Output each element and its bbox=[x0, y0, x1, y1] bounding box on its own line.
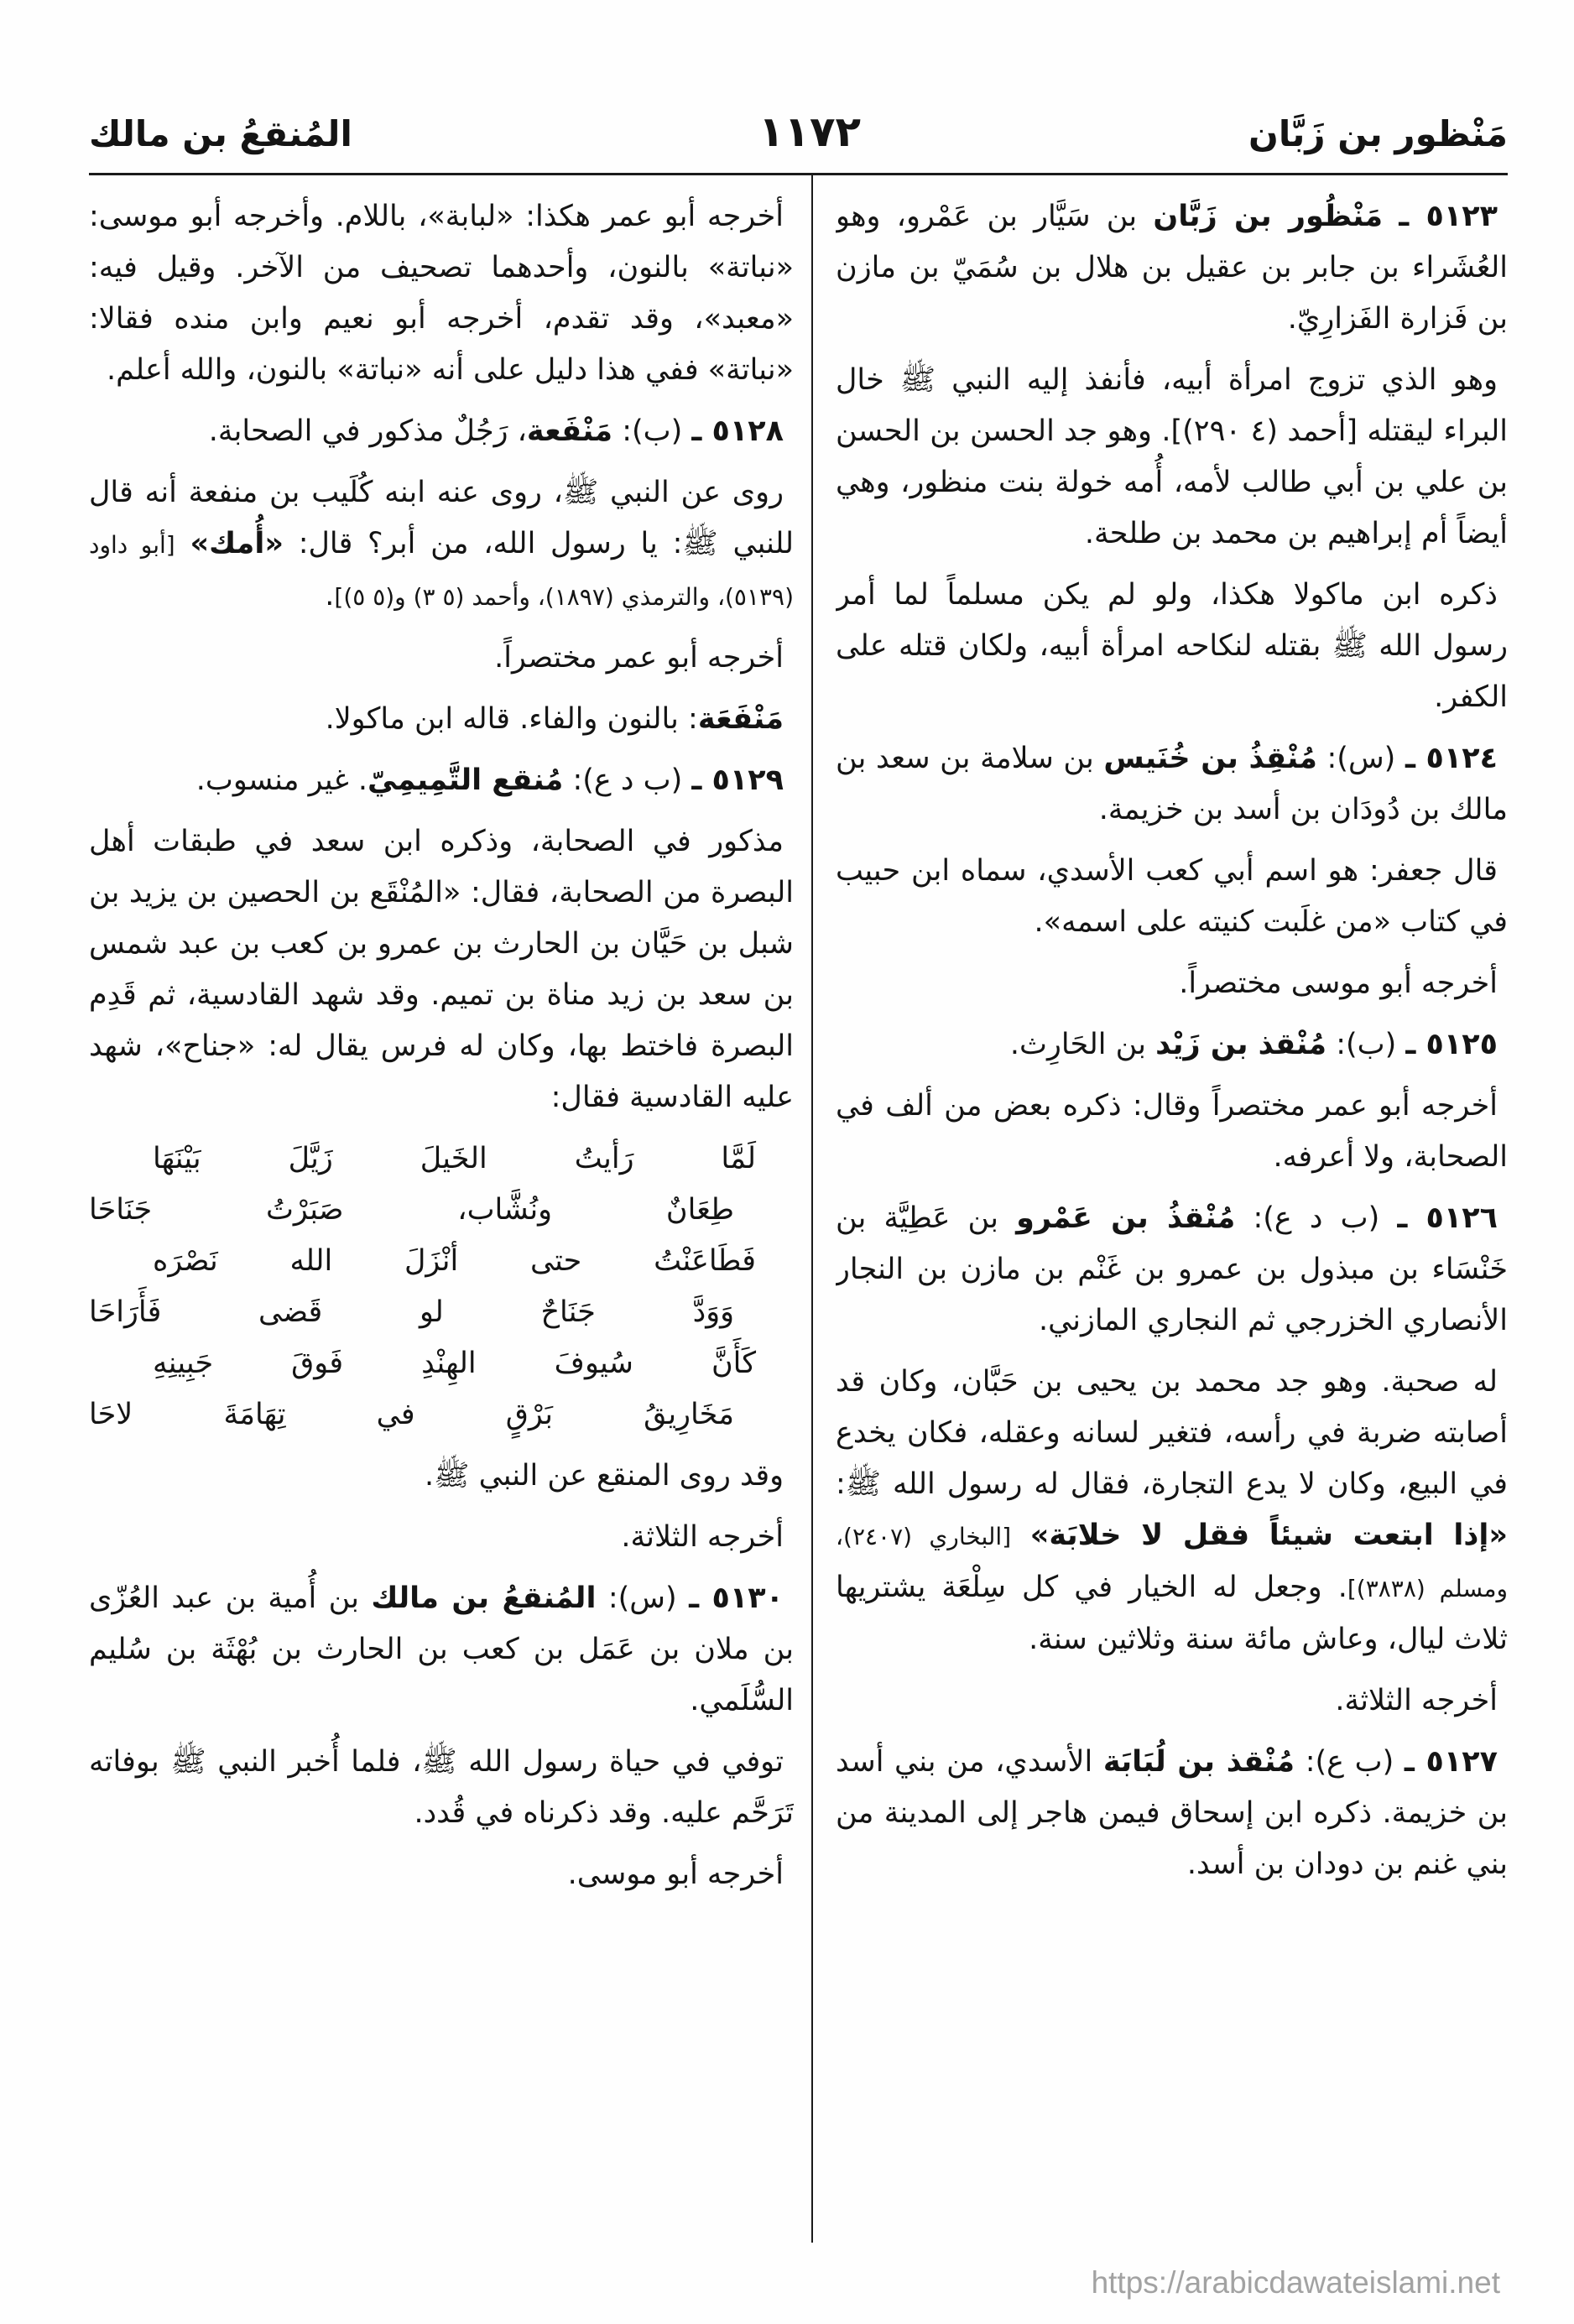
entry-name: مُنقع التَّمِيمِيّ bbox=[367, 763, 564, 797]
entry-number: ٥١٢٩ ـ bbox=[691, 763, 784, 797]
watermark-url: https://arabicdawateislami.net bbox=[1091, 2265, 1500, 2300]
paragraph: أخرجه الثلاثة. bbox=[621, 1520, 784, 1554]
entry-number: ٥١٣٠ ـ bbox=[689, 1581, 784, 1615]
paragraph bbox=[836, 1357, 1508, 1665]
entry-text: بن الحَارِث. bbox=[1009, 1028, 1156, 1061]
column-divider bbox=[811, 175, 813, 2243]
defined-term: مَنْفَعَة bbox=[697, 702, 784, 736]
paragraph-text: . وجعل له الخيار في كل سِلْعَة يشتريها ثلاث ليال، وعاش مائة سنة وثلاثين سنة. bbox=[836, 1571, 1508, 1656]
hadith-quote: «أُمك» bbox=[190, 527, 284, 560]
entry-5125 bbox=[836, 1019, 1508, 1071]
entry-text: بن أُمية بن عبد العُزّى بن ملان بن عَمَل بن كعب بن الحارث بن بُهْثَة بن سُليم السُّلَمي. bbox=[89, 1581, 794, 1717]
entry-name: مُنْقذ بن لُبَابَة bbox=[1102, 1745, 1295, 1779]
paragraph: أخرجه أبو عمر مختصراً. bbox=[494, 641, 784, 675]
entry-name: المُنقعُ بن مالك bbox=[371, 1581, 597, 1615]
paragraph-text: . bbox=[325, 579, 335, 612]
entry-code: (ب): bbox=[1336, 1028, 1397, 1061]
entry-name: مُنْقِذُ بن خُنَيس bbox=[1103, 742, 1317, 775]
paragraph: قال جعفر: هو اسم أبي كعب الأسدي، سماه ابن حبيب في كتاب «من غلَبت كنيته على اسمه». bbox=[836, 854, 1508, 939]
poem-line: طِعَانٌ ونُشَّاب، صَبَرْتُ جَنَاحَا bbox=[89, 1193, 734, 1227]
poem-line: وَوَدَّ جَنَاحٌ لو قَضى فَأَرَاحَا bbox=[89, 1295, 734, 1329]
page-header bbox=[89, 99, 1508, 169]
paragraph: مذكور في الصحابة، وذكره ابن سعد في طبقات أهل البصرة من الصحابة، فقال: «المُنْقَع بن الحصين بن يزيد بن شبل بن حَيَّان بن الحارث بن عمرو بن كعب بن عبد شمس بن سعد بن زيد مناة بن تميم. وقد شهد القادسية، ثم قَدِم البصرة فاختط بها، وكان له فرس يقال له: «جناح»، شهد عليه القادسية فقال: bbox=[89, 825, 794, 1114]
header-left-title: المُنقعُ بن مالك bbox=[89, 113, 352, 154]
paragraph: أخرجه أبو موسى مختصراً. bbox=[1179, 967, 1498, 1000]
entry-5129 bbox=[89, 755, 794, 806]
paragraph: أخرجه أبو موسى. bbox=[567, 1858, 784, 1891]
poem-line: كَأَنَّ سُيوفَ الهِنْدِ فَوقَ جَبِينِهِ bbox=[153, 1347, 756, 1380]
entry-text: ، رَجُلٌ مذكور في الصحابة. bbox=[208, 414, 527, 448]
entry-number: ٥١٢٣ ـ bbox=[1399, 200, 1498, 233]
header-right-title: مَنْظور بن زَبَّان bbox=[1248, 113, 1508, 154]
paragraph-text: : بالنون والفاء. قاله ابن ماكولا. bbox=[325, 702, 698, 736]
paragraph: أخرجه أبو عمر مختصراً وقال: ذكره بعض من ألف في الصحابة، ولا أعرفه. bbox=[836, 1089, 1508, 1174]
right-column bbox=[836, 191, 1508, 2248]
entry-number: ٥١٢٧ ـ bbox=[1404, 1745, 1498, 1779]
entry-name: مُنْقذُ بن عَمْرو bbox=[1016, 1201, 1236, 1235]
entry-5128 bbox=[89, 406, 794, 457]
hadith-quote: «إذا ابتعت شيئاً فقل لا خلابَة» bbox=[1029, 1519, 1508, 1552]
entry-text: . غير منسوب. bbox=[195, 763, 368, 797]
entry-5127 bbox=[836, 1737, 1508, 1890]
poem-line: فَطَاعَنْتُ حتى أنْزَلَ الله نَصْرَه bbox=[153, 1244, 756, 1278]
paragraph: وهو الذي تزوج امرأة أبيه، فأنفذ إليه النبي ﷺ خال البراء ليقتله [أحمد (٤ ٢٩٠)]. وهو جد الحسن بن الحسن بن علي بن أبي طالب لأمه، أُمه خولة بنت منظور، وهي أيضاً أم إبراهيم بن محمد بن طلحة. bbox=[836, 363, 1508, 550]
entry-text: بن سَيَّار بن عَمْرو، وهو العُشَراء بن جابر بن عقيل بن هلال بن سُمَيّ بن مازن بن فَزارة الفَزارِيّ. bbox=[836, 200, 1508, 336]
entry-name: مَنْفَعة bbox=[526, 414, 613, 448]
paragraph-text: له صحبة. وهو جد محمد بن يحيى بن حَبَّان، وكان قد أصابته ضربة في رأسه، فتغير لسانه وعقله، فكان يخدع في البيع، وكان لا يدع التجارة، فقال له رسول الله ﷺ: bbox=[836, 1365, 1508, 1501]
left-column bbox=[89, 191, 794, 2248]
entry-5123 bbox=[836, 191, 1508, 345]
paragraph: أخرجه الثلاثة. bbox=[1335, 1684, 1498, 1717]
entry-name: مُنْقذ بن زَيْد bbox=[1155, 1028, 1327, 1061]
header-rule bbox=[89, 173, 1508, 175]
poem-line: لَمَّا رَأيتُ الخَيلَ زَيَّلَ بَيْنَهَا bbox=[153, 1142, 756, 1175]
poem-line: مَخَارِيقُ بَرْقٍ في تِهَامَةَ لاحَا bbox=[89, 1398, 734, 1431]
entry-code: (ب د ع): bbox=[572, 763, 683, 797]
entry-5130 bbox=[89, 1573, 794, 1727]
entry-text: الأسدي، من بني أسد بن خزيمة. ذكره ابن إسحاق فيمن هاجر إلى المدينة من بني غنم بن دودان بن أسد. bbox=[836, 1745, 1508, 1881]
citation: [البخاري (٢٤٠٧)، ومسلم (٣٨٣٨)] bbox=[836, 1523, 1508, 1602]
citation: [أبو داود (٥١٣٩)، والترمذي (١٨٩٧)، وأحمد (٥ ٣) و(٥ ٥)] bbox=[89, 531, 794, 611]
paragraph-text: روى عن النبي ﷺ، روى عنه ابنه كُلَيب بن منفعة أنه قال للنبي ﷺ: يا رسول الله، من أبر؟ قال: bbox=[89, 476, 794, 560]
paragraph: أخرجه أبو عمر هكذا: «لبابة»، باللام. وأخرجه أبو موسى: «نباتة» بالنون، وأحدهما تصحيف من الآخر. وقيل فيه: «معبد»، وقد تقدم، أخرجه أبو نعيم وابن منده فقالا: «نباتة» ففي هذا دليل على أنه «نباتة» بالنون، والله أعلم. bbox=[89, 200, 794, 387]
entry-code: (ب د ع): bbox=[1253, 1201, 1380, 1235]
poem bbox=[89, 1133, 794, 1441]
paragraph: ذكره ابن ماكولا هكذا، ولو لم يكن مسلماً لما أمر رسول الله ﷺ بقتله لنكاحه امرأة أبيه، ولكان قتله على الكفر. bbox=[836, 578, 1508, 714]
entry-code: (س): bbox=[607, 1581, 677, 1615]
paragraph: وقد روى المنقع عن النبي ﷺ. bbox=[425, 1459, 784, 1493]
entry-code: (س): bbox=[1326, 742, 1396, 775]
entry-code: (ب ع): bbox=[1305, 1745, 1394, 1779]
entry-number: ٥١٢٨ ـ bbox=[691, 414, 784, 448]
entry-number: ٥١٢٤ ـ bbox=[1405, 742, 1498, 775]
entry-text: بن سلامة بن سعد بن مالك بن دُودَان بن أسد بن خزيمة. bbox=[836, 742, 1508, 826]
entry-name: مَنْظُور بن زَبَّان bbox=[1153, 200, 1384, 233]
paragraph: توفي في حياة رسول الله ﷺ، فلما أُخبر النبي ﷺ بوفاته تَرَحَّم عليه. وقد ذكرناه في قُدد. bbox=[89, 1745, 794, 1830]
entry-number: ٥١٢٥ ـ bbox=[1405, 1028, 1498, 1061]
entry-code: (ب): bbox=[622, 414, 683, 448]
entry-number: ٥١٢٦ ـ bbox=[1397, 1201, 1498, 1235]
entry-text: بن عَطِيَّة بن خَنْسَاء بن مبذول بن عمرو بن غَنْم بن مازن بن النجار الأنصاري الخزرجي ثم النجاري المازني. bbox=[836, 1201, 1508, 1337]
entry-5124 bbox=[836, 733, 1508, 836]
entry-5126 bbox=[836, 1193, 1508, 1347]
page-number: ١١٧٢ bbox=[758, 107, 862, 156]
paragraph bbox=[89, 467, 794, 623]
paragraph bbox=[89, 694, 794, 745]
